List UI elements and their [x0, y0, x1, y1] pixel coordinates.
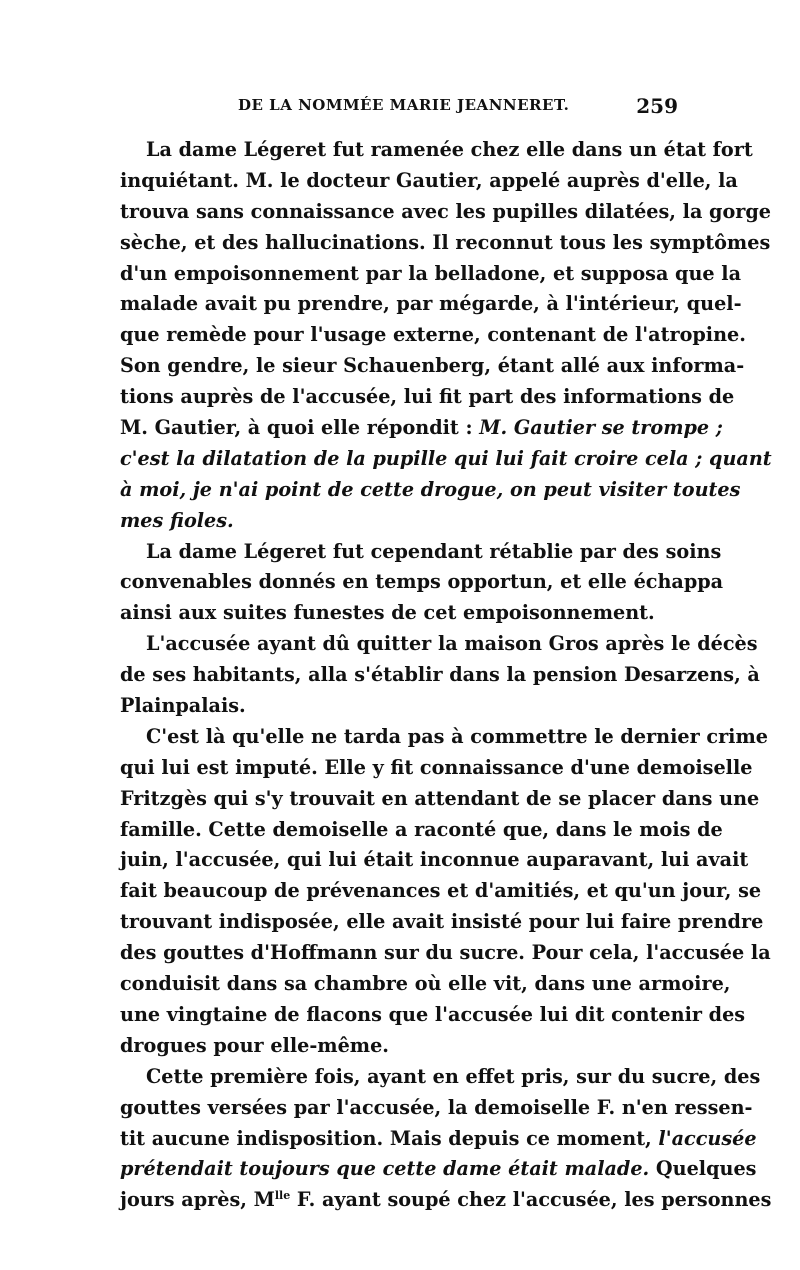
text-span: fait beaucoup de prévenances et d'amitiés, et qu'un jour, se	[120, 879, 762, 903]
text-span: drogues pour elle-même.	[120, 1033, 389, 1057]
text-line	[120, 351, 745, 382]
text-span: malade avait pu prendre, par mégarde, à l'intérieur, quel-	[120, 292, 742, 316]
text-line	[120, 629, 758, 660]
text-span: que remède pour l'usage externe, contenant de l'atropine.	[120, 323, 746, 347]
text-span: C'est là qu'elle ne tarda pas à commettre le dernier crime	[146, 724, 768, 748]
text-line	[120, 197, 771, 228]
text-span: convenables donnés en temps opportun, et elle échappa	[120, 570, 724, 594]
text-line	[120, 1031, 678, 1062]
text-line	[120, 567, 724, 598]
text-line	[120, 784, 760, 815]
text-line	[120, 382, 735, 413]
text-span: inquiétant. M. le docteur Gautier, appelé auprès d'elle, la	[120, 168, 738, 192]
text-line	[120, 1124, 757, 1155]
text-span: L'accusée ayant dû quitter la maison Gros après le décès	[146, 632, 758, 656]
text-line	[120, 845, 749, 876]
italic-span: c'est la dilatation de la pupille qui lui fait croire cela ; quant	[120, 446, 772, 470]
text-span: une vingtaine de flacons que l'accusée lui dit contenir des	[120, 1002, 746, 1026]
italic-span: à moi, je n'ai point de cette drogue, on peut visiter toutes	[120, 477, 741, 501]
text-line	[120, 444, 772, 475]
text-span: La dame Légeret fut cependant rétablie par des soins	[146, 539, 722, 563]
text-span: de ses habitants, alla s'établir dans la pension Desarzens, à	[120, 663, 760, 687]
superscript: lle	[274, 1189, 291, 1203]
text-line	[120, 815, 723, 846]
text-line	[120, 413, 723, 444]
text-line	[120, 1093, 753, 1124]
text-line	[120, 289, 742, 320]
text-line	[120, 907, 764, 938]
italic-span: l'accusée	[658, 1126, 757, 1150]
page-number: 259	[636, 94, 678, 118]
text-span: Quelques	[649, 1157, 757, 1181]
text-line	[120, 876, 762, 907]
text-span: juin, l'accusée, qui lui était inconnue auparavant, lui avait	[120, 848, 749, 872]
text-span: Son gendre, le sieur Schauenberg, étant allé aux informa-	[120, 354, 745, 378]
text-line	[120, 537, 722, 568]
text-span: jours après, M	[120, 1188, 275, 1212]
running-title: DE LA NOMMÉE MARIE JEANNERET.	[238, 96, 570, 114]
text-span: Cette première fois, ayant en effet pris, sur du sucre, des	[146, 1064, 761, 1088]
text-line	[120, 938, 771, 969]
text-span: sèche, et des hallucinations. Il reconnut tous les symptômes	[120, 230, 771, 254]
text-line	[120, 1062, 761, 1093]
text-span: trouva sans connaissance avec les pupilles dilatées, la gorge	[120, 199, 771, 223]
italic-span: prétendait toujours que cette dame était malade.	[120, 1157, 650, 1181]
text-span: des gouttes d'Hoffmann sur du sucre. Pour cela, l'accusée la	[120, 941, 771, 965]
text-span: ainsi aux suites funestes de cet empoisonnement.	[120, 601, 655, 625]
text-span: trouvant indisposée, elle avait insisté pour lui faire prendre	[120, 910, 764, 934]
text-span: conduisit dans sa chambre où elle vit, dans une armoire,	[120, 972, 731, 996]
text-span: qui lui est imputé. Elle y fit connaissance d'une demoiselle	[120, 755, 753, 779]
text-line	[120, 166, 738, 197]
text-line	[120, 753, 753, 784]
text-span: tit aucune indisposition. Mais depuis ce moment,	[120, 1126, 659, 1150]
text-span: famille. Cette demoiselle a raconté que, dans le mois de	[120, 817, 723, 841]
text-span: Plainpalais.	[120, 694, 246, 718]
text-line	[120, 135, 753, 166]
text-line	[120, 691, 678, 722]
text-line	[120, 598, 678, 629]
text-line	[120, 969, 731, 1000]
italic-span: M. Gautier se trompe ;	[479, 416, 723, 440]
text-line	[120, 506, 678, 537]
text-span: tions auprès de l'accusée, lui fit part des informations de	[120, 385, 735, 409]
italic-span: mes fioles.	[120, 508, 234, 532]
text-line	[120, 475, 741, 506]
text-span: gouttes versées par l'accusée, la demoiselle F. n'en ressen-	[120, 1095, 753, 1119]
text-line	[120, 320, 746, 351]
text-span: F. ayant soupé chez l'accusée, les personnes	[290, 1188, 772, 1212]
text-span: M. Gautier, à quoi elle répondit :	[120, 416, 480, 440]
text-line	[120, 1185, 772, 1216]
text-span: d'un empoisonnement par la belladone, et supposa que la	[120, 261, 742, 285]
text-line	[120, 259, 742, 290]
text-line	[120, 660, 760, 691]
text-line	[120, 722, 768, 753]
text-line	[120, 228, 771, 259]
body-text	[120, 135, 772, 1216]
text-line	[120, 1000, 746, 1031]
text-line	[120, 1154, 757, 1185]
text-span: Fritzgès qui s'y trouvait en attendant de se placer dans une	[120, 786, 760, 810]
running-head	[120, 96, 678, 124]
text-span: La dame Légeret fut ramenée chez elle dans un état fort	[146, 138, 753, 161]
